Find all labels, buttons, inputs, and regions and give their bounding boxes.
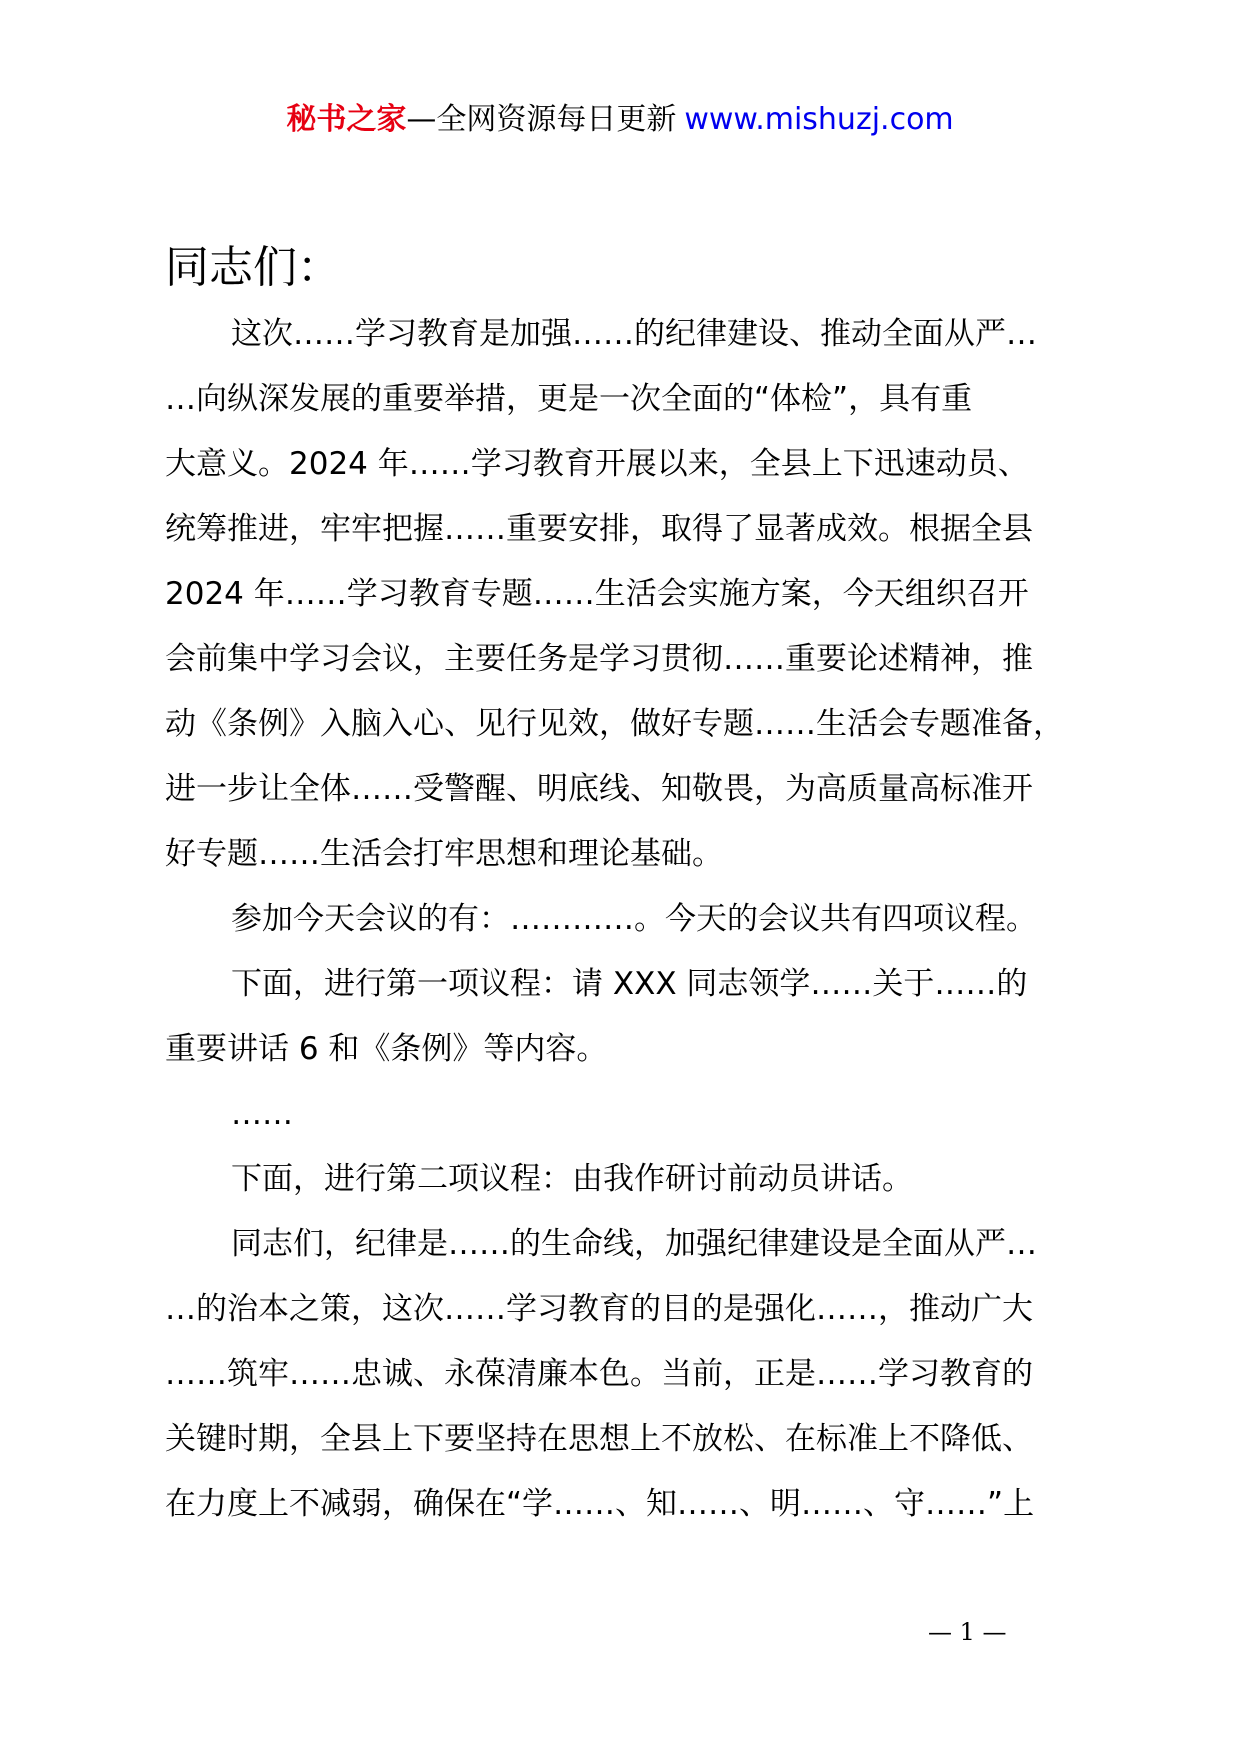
site-url-link[interactable]: www.mishuzj.com [684,102,954,137]
text-line: 进一步让全体……受警醒、明底线、知敬畏，为高质量高标准开 [165,771,1033,807]
text-line: 2024 年……学习教育专题……生活会实施方案，今天组织召开 [165,576,1029,612]
text-line: 动《条例》入脑入心、见行见效，做好专题……生活会专题准备， [165,706,1064,742]
header-tagline: —全网资源每日更新 [406,102,677,137]
site-header [0,98,1240,142]
text-line: 统筹推进，牢牢把握……重要安排，取得了显著成效。根据全县 [165,511,1033,547]
text-line: 会前集中学习会议，主要任务是学习贯彻……重要论述精神，推 [165,641,1033,677]
document-body [165,302,1125,1537]
text-line: 参加今天会议的有：…………。今天的会议共有四项议程。 [231,901,1037,937]
text-line: …的治本之策，这次……学习教育的目的是强化……，推动广大 [165,1291,1033,1327]
text-line: 重要讲话 6 和《条例》等内容。 [165,1031,608,1067]
salutation: 同志们： [165,242,341,293]
text-line: 同志们，纪律是……的生命线，加强纪律建设是全面从严… [231,1226,1037,1262]
page-number: — 1 — [928,1618,1007,1646]
text-line: 大意义。2024 年……学习教育开展以来，全县上下迅速动员、 [165,446,1029,482]
text-line: …向纵深发展的重要举措，更是一次全面的“体检”，具有重 [165,381,973,417]
text-line: ……筑牢……忠诚、永葆清廉本色。当前，正是……学习教育的 [165,1356,1033,1392]
brand-name: 秘书之家 [286,102,407,137]
text-line: …… [231,1096,293,1132]
text-line: 在力度上不减弱，确保在“学……、知……、明……、守……”上 [165,1486,1035,1522]
text-line: 这次……学习教育是加强……的纪律建设、推动全面从严… [231,316,1037,352]
text-line: 好专题……生活会打牢思想和理论基础。 [165,836,723,872]
text-line: 下面，进行第二项议程：由我作研讨前动员讲话。 [231,1161,913,1197]
text-line: 关键时期，全县上下要坚持在思想上不放松、在标准上不降低、 [165,1421,1033,1457]
text-line: 下面，进行第一项议程：请 XXX 同志领学……关于……的 [231,966,1028,1002]
